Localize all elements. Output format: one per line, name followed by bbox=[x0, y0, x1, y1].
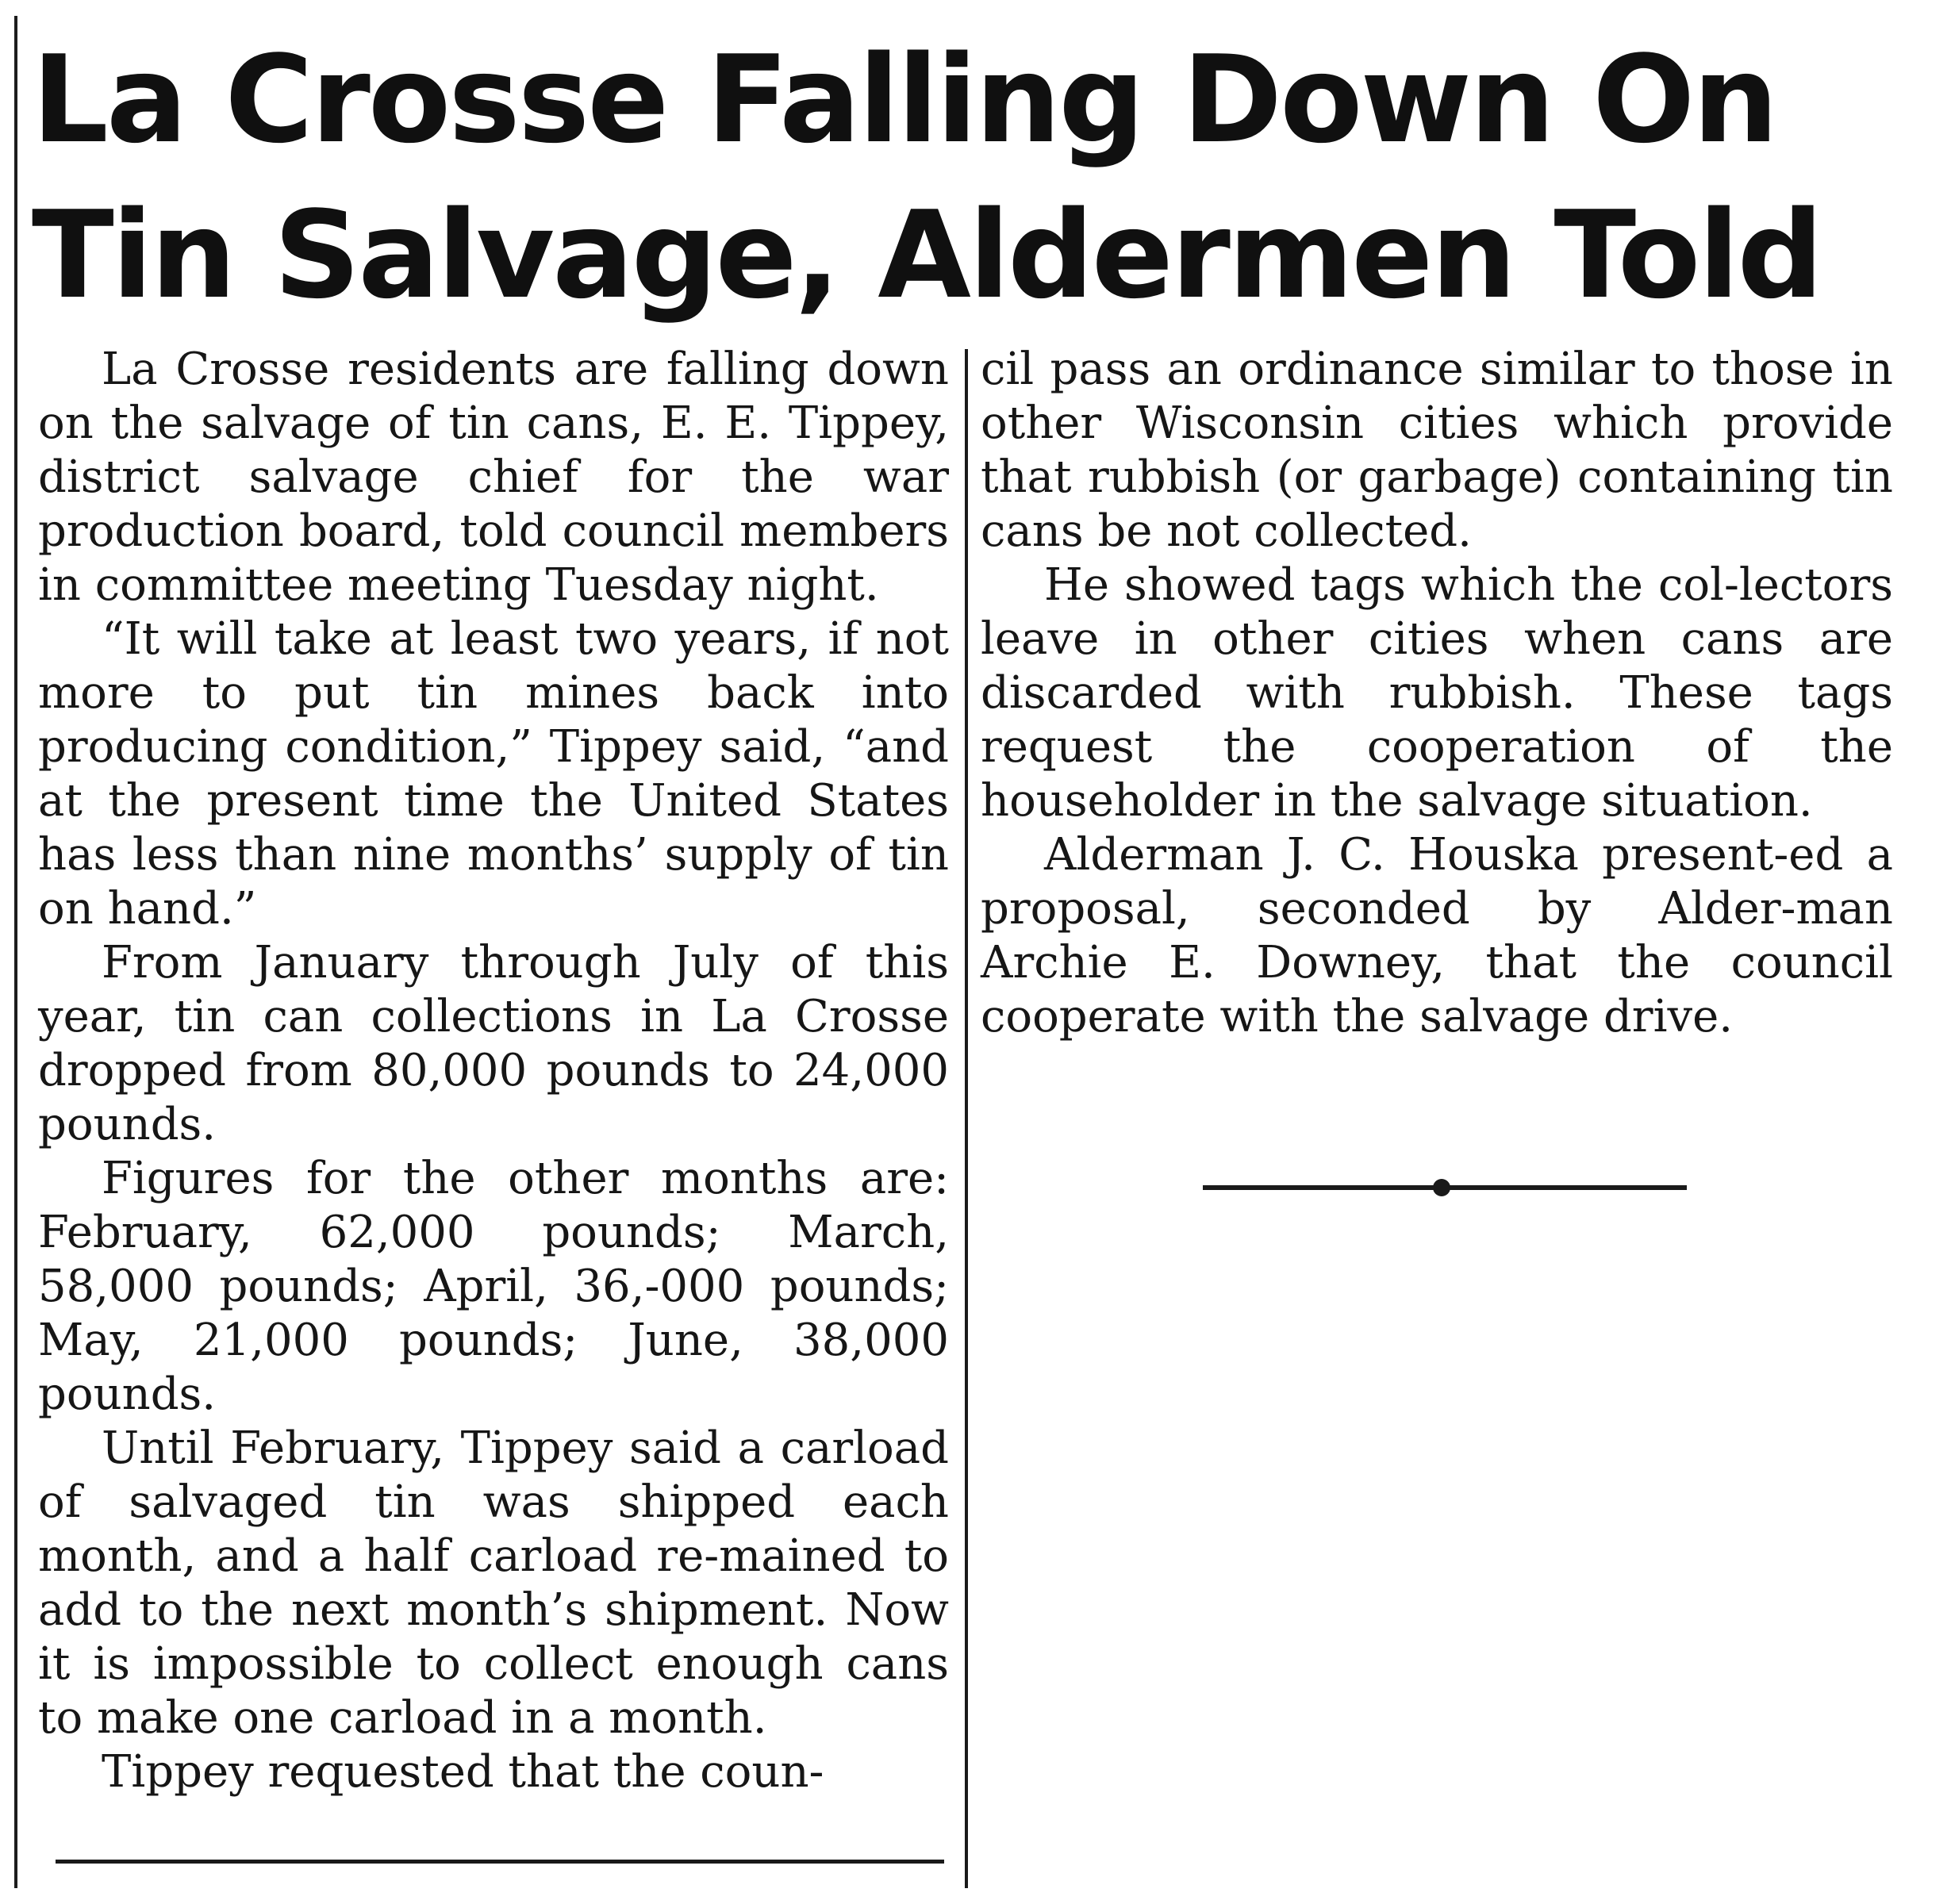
headline bbox=[32, 22, 1920, 333]
headline-line-2: Tin Salvage, Aldermen Told bbox=[32, 185, 1822, 325]
paragraph-request-start: Tippey requested that the coun- bbox=[102, 1746, 824, 1798]
bottom-rule bbox=[56, 1860, 944, 1864]
paragraph-intro: La Crosse residents are falling down on the salvage of tin cans, E. E. Tippey, district salvage chief for the war production board, told council members in committee meeting Tuesday night. bbox=[38, 344, 949, 611]
paragraph-collections: From January through July of this year, tin can collections in La Crosse dropped from 80,000 pounds to 24,000 pounds. bbox=[38, 937, 949, 1150]
column-divider bbox=[965, 349, 968, 1888]
paragraph-proposal: Alderman J. C. Houska present-ed a proposal, seconded by Alder-man Archie E. Downey, that the council cooperate with the salvage drive. bbox=[981, 829, 1893, 1042]
paragraph-quote: “It will take at least two years, if not more to put tin mines back into producing condition,” Tippey said, “and at the present time the United States has less than nine months’ supply of tin on hand.” bbox=[38, 613, 949, 935]
paragraph-monthly-figures: Figures for the other months are: February, 62,000 pounds; March, 58,000 pounds; April, 36,-000 pounds; May, 21,000 pounds; June, 38,000 pounds. bbox=[38, 1153, 949, 1420]
headline-line-1: La Crosse Falling Down On bbox=[32, 29, 1776, 170]
article-column-right bbox=[981, 343, 1893, 1044]
paragraph-shipments: Until February, Tippey said a carload of salvaged tin was shipped each month, and a half carload re-mained to add to the next month’s shipment. Now it is impossible to collect enough cans to make one carload in a month. bbox=[38, 1422, 949, 1744]
paragraph-request-continued: cil pass an ordinance similar to those in other Wisconsin cities which provide that rubbish (or garbage) containing tin cans be not collected. bbox=[981, 344, 1893, 557]
article-column-left bbox=[38, 343, 949, 1799]
end-of-article-dot bbox=[1433, 1179, 1450, 1196]
paragraph-tags: He showed tags which the col-lectors leave in other cities when cans are discarded with rubbish. These tags request the cooperation of the householder in the salvage situation. bbox=[981, 559, 1893, 827]
left-border-rule bbox=[14, 16, 17, 1888]
